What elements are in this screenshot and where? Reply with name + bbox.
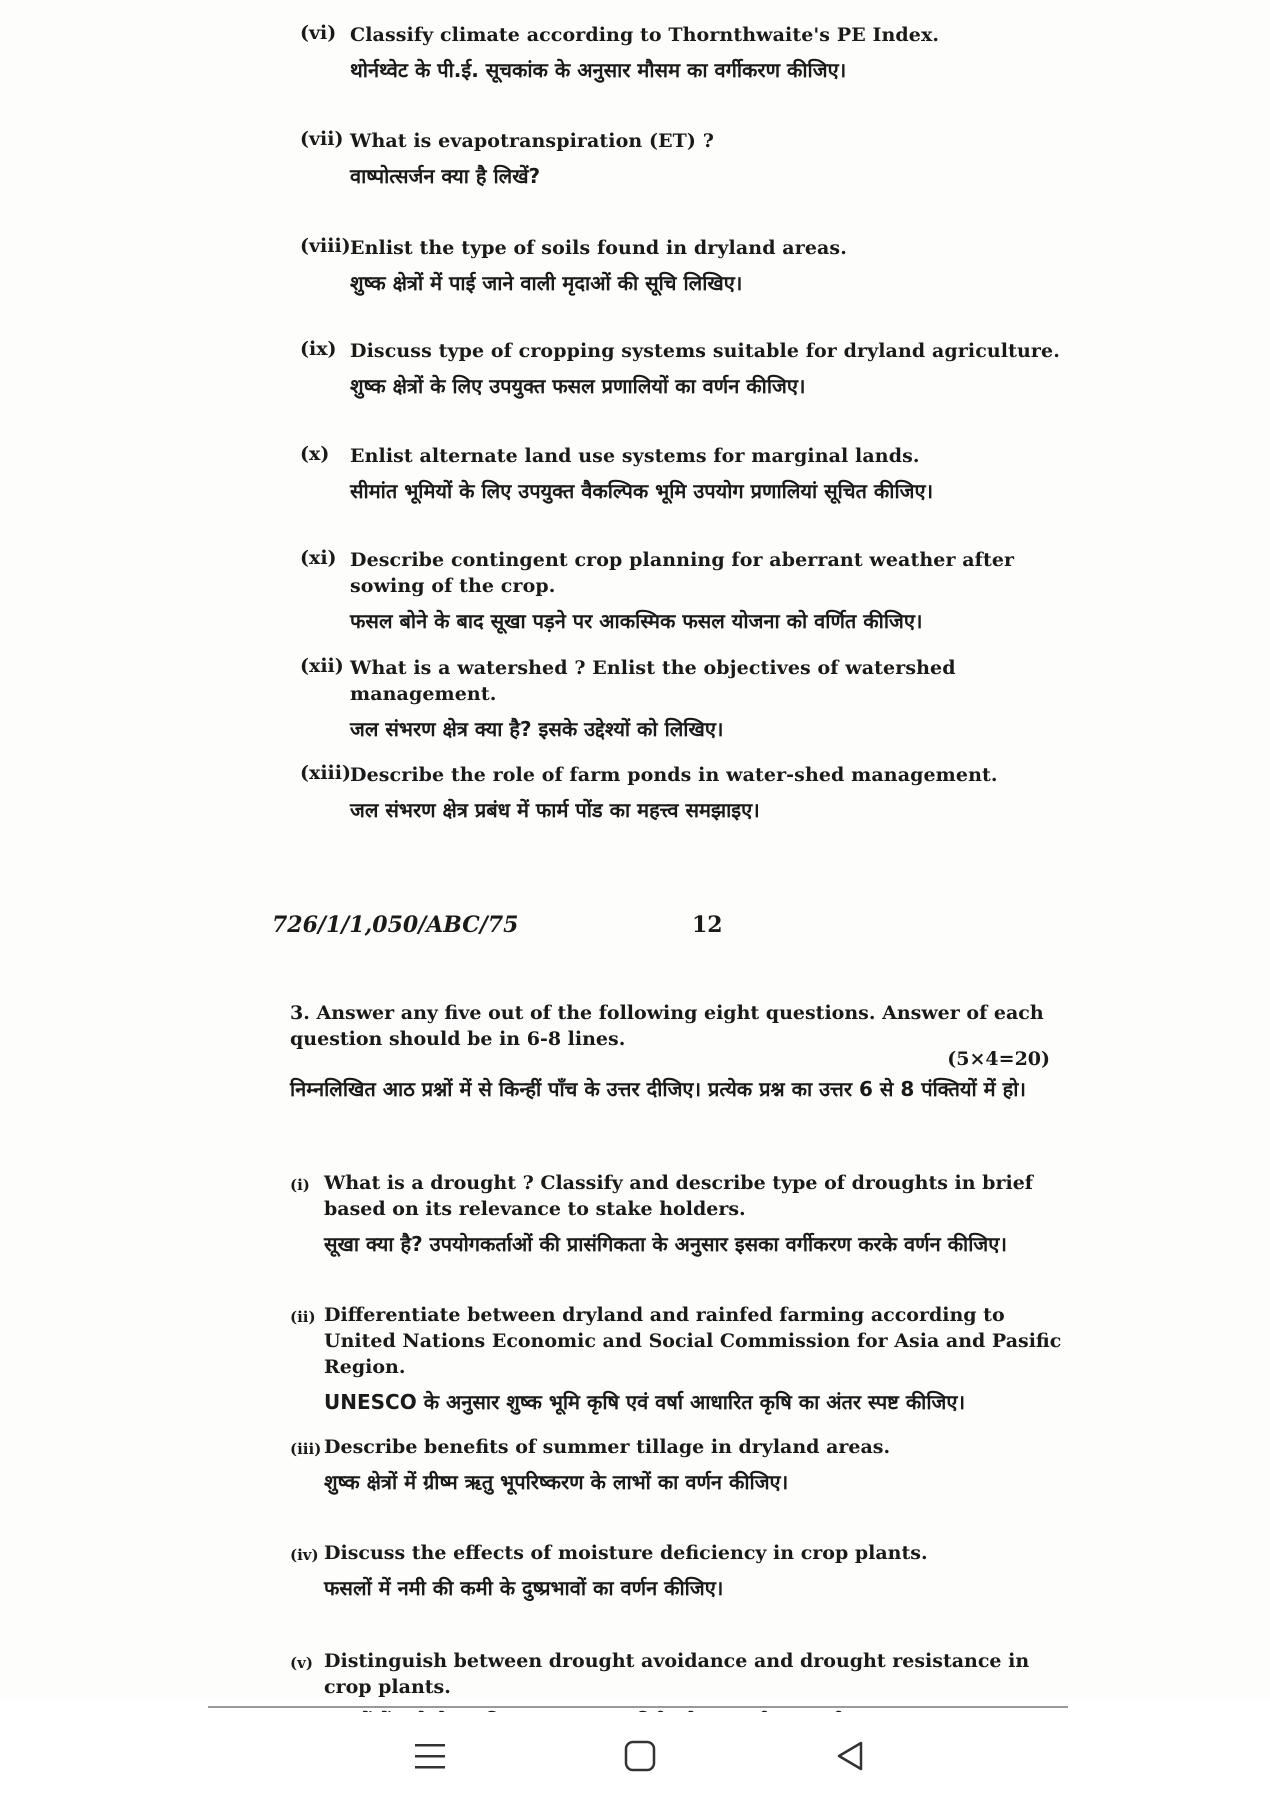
question-number: (viii) (300, 235, 351, 257)
question-hindi: सूखा क्या है? उपयोगकर्ताओं की प्रासंगिकता के अनुसार इसका वर्गीकरण करके वर्णन कीजिए। (324, 1232, 1007, 1256)
question-viii (300, 235, 1080, 297)
question-hindi: शुष्क क्षेत्रों के लिए उपयुक्त फसल प्रणालियों का वर्णन कीजिए। (350, 374, 806, 398)
question-xiii (300, 762, 1080, 824)
question-xi (300, 547, 1080, 635)
question-number: (ix) (300, 338, 337, 360)
home-button[interactable] (610, 1726, 670, 1786)
question-hindi: वाष्पोत्सर्जन क्या है लिखें? (350, 164, 541, 188)
question-english: Distinguish between drought avoidance and drought resistance in crop plants. (324, 1650, 1030, 1698)
question-number: (i) (290, 1176, 310, 1194)
home-icon (623, 1739, 657, 1773)
question-english: Describe the role of farm ponds in water-shed management. (350, 764, 998, 786)
question-ii (290, 1302, 1070, 1416)
question-hindi: जल संभरण क्षेत्र प्रबंध में फार्म पोंड का महत्त्व समझाइए। (350, 798, 760, 822)
question-number: (v) (290, 1654, 313, 1672)
question-number: (xiii) (300, 762, 351, 784)
section-marks: (5×4=20) (947, 1048, 1050, 1070)
question-number: (iii) (290, 1440, 322, 1458)
question-hindi: UNESCO के अनुसार शुष्क भूमि कृषि एवं वर्षा आधारित कृषि का अंतर स्पष्ट कीजिए। (324, 1390, 966, 1414)
question-hindi: थोर्नथ्वेट के पी.ई. सूचकांक के अनुसार मौसम का वर्गीकरण कीजिए। (350, 58, 847, 82)
question-x (300, 443, 1080, 505)
section-instruction-hindi: निम्नलिखित आठ प्रश्नों में से किन्हीं पाँच के उत्तर दीजिए। प्रत्येक प्रश्न का उत्तर 6 से 8 पंक्तियों में हो। (290, 1077, 1026, 1101)
paper-code: 726/1/1,050/ABC/75 (272, 912, 519, 938)
section-instructions (290, 1000, 1050, 1104)
menu-button[interactable] (400, 1726, 460, 1786)
page-footer (272, 912, 1072, 938)
question-english: Enlist the type of soils found in dryland areas. (350, 237, 847, 259)
question-xii (300, 655, 1080, 743)
question-english: What is a drought ? Classify and describe type of droughts in brief based on its relevance to stake holders. (324, 1172, 1033, 1220)
question-hindi: फसलों में नमी की कमी के दुष्प्रभावों का वर्णन कीजिए। (324, 1576, 724, 1600)
question-ix (300, 338, 1080, 400)
question-iv (290, 1540, 1070, 1602)
question-number: (x) (300, 443, 330, 465)
navbar-divider (208, 1706, 1068, 1708)
back-icon (833, 1739, 867, 1773)
question-hindi: फसल बोने के बाद सूखा पड़ने पर आकस्मिक फसल योजना को वर्णित कीजिए। (350, 609, 923, 633)
question-hindi: शुष्क क्षेत्रों में ग्रीष्म ऋतु भूपरिष्करण के लाभों का वर्णन कीजिए। (324, 1470, 789, 1494)
question-english: What is a watershed ? Enlist the objectives of watershed management. (350, 657, 956, 705)
question-hindi: शुष्क क्षेत्रों में पाई जाने वाली मृदाओं की सूचि लिखिए। (350, 271, 743, 295)
question-english: Discuss the effects of moisture deficiency in crop plants. (324, 1542, 928, 1564)
question-i (290, 1170, 1070, 1258)
question-hindi: जल संभरण क्षेत्र क्या है? इसके उद्देश्यों को लिखिए। (350, 717, 724, 741)
question-iii (290, 1434, 1070, 1496)
section-instruction-english: 3. Answer any five out of the following eight questions. Answer of each question should be in 6-8 lines. (290, 1002, 1044, 1050)
question-number: (vii) (300, 128, 344, 150)
question-vi (300, 22, 1080, 84)
question-english: Describe benefits of summer tillage in dryland areas. (324, 1436, 891, 1458)
question-number: (xi) (300, 547, 337, 569)
question-english: Describe contingent crop planning for aberrant weather after sowing of the crop. (350, 549, 1015, 597)
question-english: Differentiate between dryland and rainfed farming according to United Nations Economic and Social Commission for Asia and Pasific Region. (324, 1304, 1062, 1378)
question-english: Enlist alternate land use systems for marginal lands. (350, 445, 920, 467)
question-number: (ii) (290, 1308, 316, 1326)
question-hindi: सीमांत भूमियों के लिए उपयुक्त वैकल्पिक भूमि उपयोग प्रणालियां सूचित कीजिए। (350, 479, 934, 503)
question-english: Discuss type of cropping systems suitable for dryland agriculture. (350, 340, 1060, 362)
question-number: (iv) (290, 1546, 319, 1564)
question-vii (300, 128, 1080, 190)
question-english: What is evapotranspiration (ET) ? (350, 130, 714, 152)
question-number: (vi) (300, 22, 337, 44)
navigation-bar (0, 1712, 1270, 1797)
question-number: (xii) (300, 655, 344, 677)
question-english: Classify climate according to Thornthwaite's PE Index. (350, 24, 940, 46)
menu-icon (413, 1741, 447, 1771)
back-button[interactable] (820, 1726, 880, 1786)
page-number: 12 (692, 912, 723, 938)
